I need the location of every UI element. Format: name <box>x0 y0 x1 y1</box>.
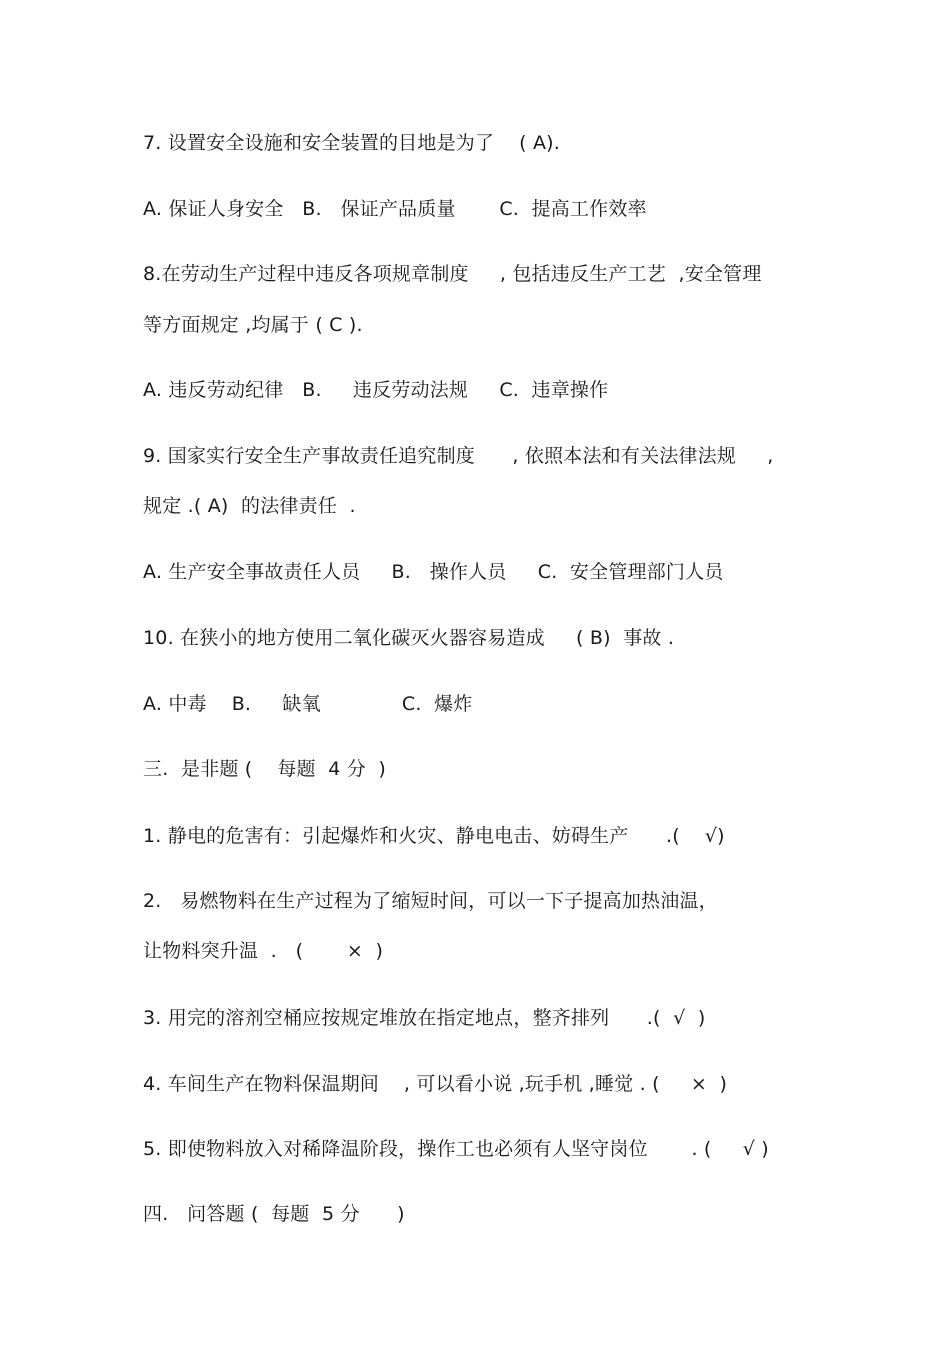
section-3-heading: 三. 是非题 ( 每题 4 分 ) <box>143 758 387 780</box>
true-false-3: 3. 用完的溶剂空桶应按规定堆放在指定地点，整齐排列 .( √ ) <box>143 1007 706 1029</box>
true-false-4: 4. 车间生产在物料保温期间 , 可以看小说 ,玩手机 ,睡觉 . ( × ) <box>143 1073 728 1095</box>
question-7-options: A. 保证人身安全 B. 保证产品质量 C. 提高工作效率 <box>143 198 647 220</box>
question-9-line-1: 9. 国家实行安全生产事故责任追究制度 , 依照本法和有关法律法规 , <box>143 445 774 467</box>
question-10-options: A. 中毒 B. 缺氧 C. 爆炸 <box>143 693 473 715</box>
question-8-line-1: 8.在劳动生产过程中违反各项规章制度 , 包括违反生产工艺 ,安全管理 <box>143 263 762 285</box>
true-false-1: 1. 静电的危害有：引起爆炸和火灾、静电电击、妨碍生产 .( √) <box>143 825 725 847</box>
true-false-2-line-1: 2. 易燃物料在生产过程为了缩短时间，可以一下子提高加热油温， <box>143 890 718 912</box>
question-9-line-2: 规定 .( A) 的法律责任 . <box>143 495 356 517</box>
section-4-heading: 四. 问答题 ( 每题 5 分 ) <box>143 1203 405 1225</box>
true-false-5: 5. 即使物料放入对稀降温阶段，操作工也必须有人坚守岗位 . ( √ ) <box>143 1138 769 1160</box>
true-false-2-line-2: 让物料突升温 . ( × ) <box>143 940 384 962</box>
question-8-line-2: 等方面规定 ,均属于 ( C ). <box>143 314 363 336</box>
question-9-options: A. 生产安全事故责任人员 B. 操作人员 C. 安全管理部门人员 <box>143 561 724 583</box>
question-8-options: A. 违反劳动纪律 B. 违反劳动法规 C. 违章操作 <box>143 379 609 401</box>
question-7: 7. 设置安全设施和安全装置的目地是为了 ( A). <box>143 132 561 154</box>
question-10: 10. 在狭小的地方使用二氧化碳灭火器容易造成 ( B) 事故 . <box>143 627 675 649</box>
